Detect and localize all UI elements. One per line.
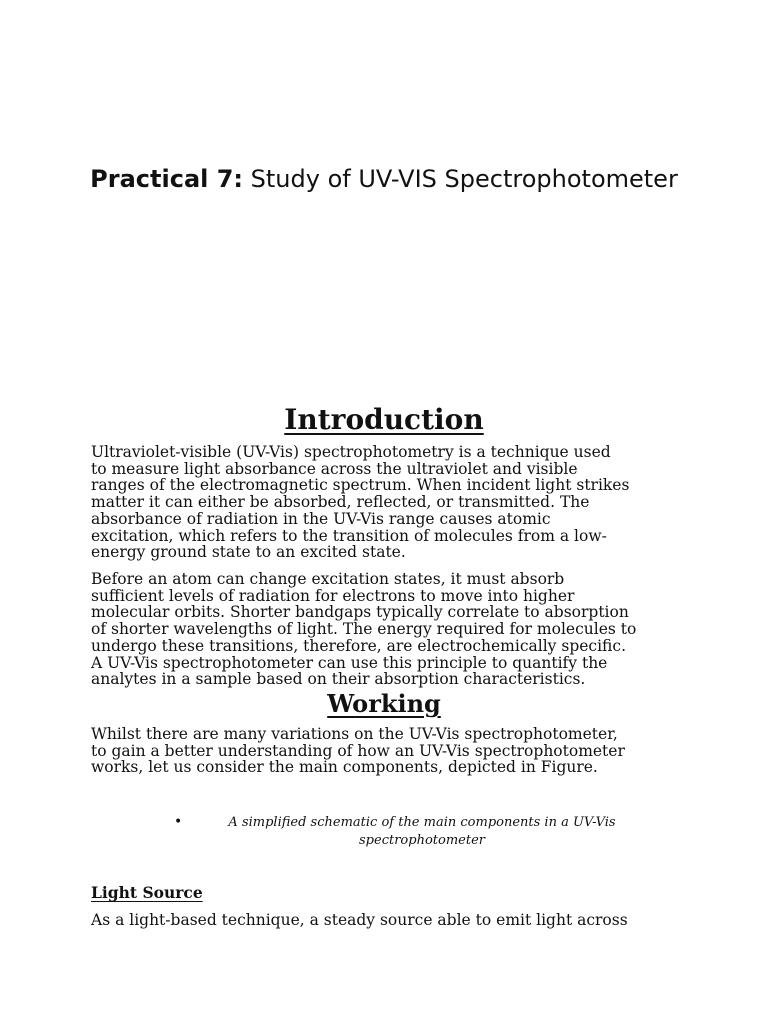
text-line: Ultraviolet-visible (UV-Vis) spectrophotometry is a technique used <box>91 443 611 461</box>
text-line: A UV-Vis spectrophotometer can use this principle to quantify the <box>91 653 608 672</box>
introduction-paragraph-1 <box>91 444 691 561</box>
text-line: As a light-based technique, a steady source able to emit light across <box>91 911 628 929</box>
introduction-paragraph-2 <box>91 571 691 688</box>
text-line: to measure light absorbance across the ultraviolet and visible <box>91 459 578 478</box>
light-source-heading: Light Source <box>91 883 203 902</box>
working-paragraph <box>91 726 691 776</box>
text-line: undergo these transitions, therefore, are electrochemically specific. <box>91 636 626 655</box>
text-line: works, let us consider the main components, depicted in Figure. <box>91 758 598 777</box>
text-line: absorbance of radiation in the UV-Vis range causes atomic <box>91 509 551 528</box>
text-line: Whilst there are many variations on the UV-Vis spectrophotometer, <box>91 725 618 743</box>
caption-line: A simplified schematic of the main components in a UV-Vis <box>228 815 616 830</box>
title-lead: Practical 7: <box>90 165 244 193</box>
text-line: to gain a better understanding of how an UV-Vis spectrophotometer <box>91 741 625 760</box>
figure-caption <box>174 814 654 850</box>
text-line: analytes in a sample based on their absorption characteristics. <box>91 670 586 689</box>
text-line: sufficient levels of radiation for electrons to move into higher <box>91 586 575 605</box>
text-line: Before an atom can change excitation states, it must absorb <box>91 570 565 588</box>
working-heading: Working <box>327 689 441 718</box>
page-title <box>0 163 768 195</box>
text-line: ranges of the electromagnetic spectrum. When incident light strikes <box>91 476 630 495</box>
bullet-icon: • <box>174 814 183 830</box>
text-line: matter it can either be absorbed, reflected, or transmitted. The <box>91 493 590 512</box>
caption-line: spectrophotometer <box>359 833 485 848</box>
text-line: of shorter wavelengths of light. The energy required for molecules to <box>91 620 637 639</box>
introduction-heading: Introduction <box>284 403 484 436</box>
text-line: energy ground state to an excited state. <box>91 543 406 562</box>
text-line: excitation, which refers to the transition of molecules from a low- <box>91 526 607 545</box>
light-source-paragraph <box>91 912 691 929</box>
title-text: Study of UV-VIS Spectrophotometer <box>243 165 678 193</box>
text-line: molecular orbits. Shorter bandgaps typically correlate to absorption <box>91 603 629 622</box>
